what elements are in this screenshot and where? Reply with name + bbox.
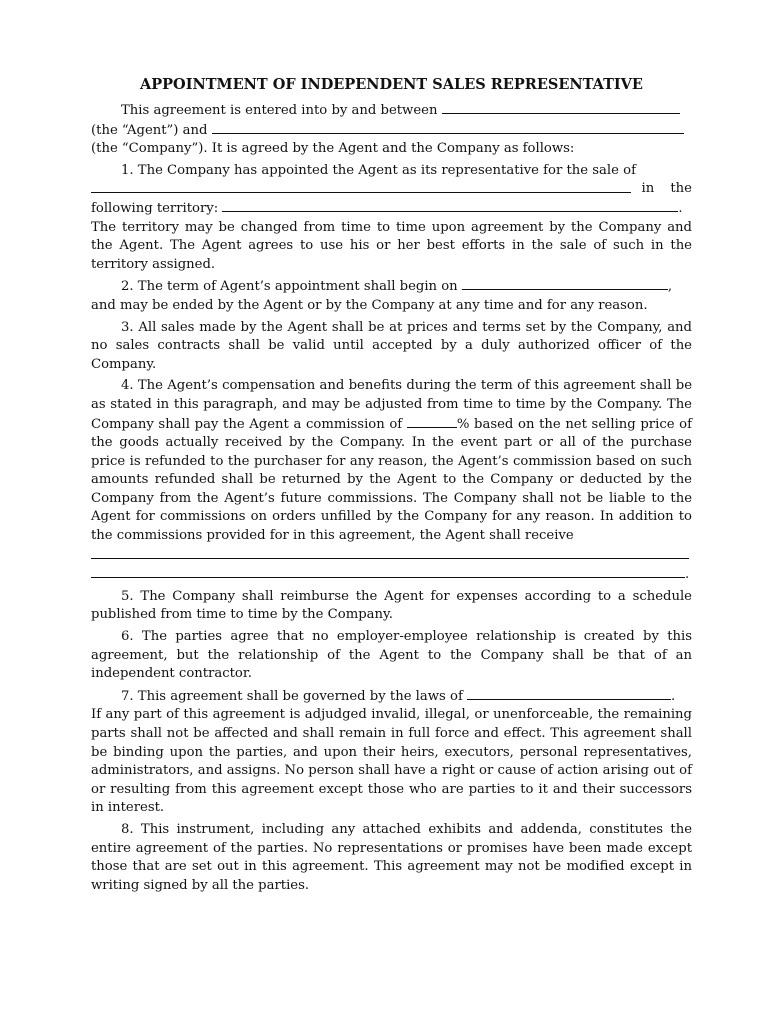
clause-7-rest: If any part of this agreement is adjudged invalid, illegal, or unenforceable, the remaining parts shall not be affected and shall remain in full force and effect. This agreement shall be binding upon the parties, and upon their heirs, executors, personal representatives, administrators, and assigns. No person shall have a right or cause of action arising out of or resulting from this agreement except those who are parties to it and their successors in interest. [91,707,692,816]
territory-blank[interactable] [222,199,678,212]
clause-4-part-a: 4. The Agent’s compensation and benefits during the term of this agreement shall be as stated in this paragraph, and may be adjusted from time to time by the Company. The Company shall pay the Agent a commission of [91,378,692,432]
intro-line-3: (the “Company”). It is agreed by the Agent and the Company as follows: [91,141,575,157]
clause-2: 2. The term of Agent’s appointment shall begin on , and may be ended by the Agent or by the Company at any time and for any reason. [91,279,673,313]
clause-2-rest: and may be ended by the Agent or by the Company at any time and for any reason. [91,297,648,313]
clause-7-line-1: 7. This agreement shall be governed by the laws of [121,688,463,704]
clause-6: 6. The parties agree that no employer-employee relationship is created by this agreement, but the relationship of the Agent to the Company shall be that of an independent contractor. [91,629,692,682]
agent-name-blank[interactable] [442,101,680,114]
clause-8: 8. This instrument, including any attached exhibits and addenda, constitutes the entire agreement of the parties. No representations or promises have been made except those that are set out in this agreement. This agreement may not be modified except in writing signed by all the parties. [91,821,692,893]
commission-rate-blank[interactable] [407,415,457,428]
intro-line-1: This agreement is entered into by and between [121,103,438,118]
intro-paragraph [91,101,692,159]
benefits-blank-2[interactable] [91,565,685,578]
clause-1-line-3: following territory: [91,200,219,216]
clause-7: 7. This agreement shall be governed by the laws of . If any part of this agreement is adjudged invalid, illegal, or unenforceable, the remaining parts shall not be affected and shall remain in full force and effect. This agreement shall be binding upon the parties, and upon their heirs, executors, personal representatives, administrators, and assigns. No person shall have a right or cause of action arising out of or resulting from this agreement except those who are parties to it and their successors in interest. [91,688,692,816]
clause-1: 1. The Company has appointed the Agent as its representative for the sale of in the following territory: . The territory may be changed from time to time upon agreement by the Company and the Agent. The Agent agrees to use his or her best efforts in the sale of such in the territory assigned. [91,162,692,272]
company-name-blank[interactable] [212,121,684,134]
clause-1-line-1: 1. The Company has appointed the Agent as its representative for the sale of [121,162,636,178]
clause-4-part-b: % based on the net selling price of the goods actually received by the Company. In the event part or all of the purchase price is refunded to the purchaser for any reason, the Agent’s commission based on such amounts refunded shall be returned by the Agent to the Company or deducted by the Company from the Agent’s future commissions. The Company shall not be liable to the Agent for commissions on orders unfilled by the Company for any reason. In addition to the commissions provided for in this agreement, the Agent shall receive [91,416,692,544]
benefits-blank-1[interactable] [91,546,689,559]
document-title: APPOINTMENT OF INDEPENDENT SALES REPRESENTATIVE [140,76,643,93]
clause-1-line-2-end: in the [641,181,692,197]
governing-law-blank[interactable] [467,687,671,700]
intro-line-2: (the “Agent”) and [91,122,208,138]
product-blank[interactable] [91,180,631,193]
clause-5: 5. The Company shall reimburse the Agent for expenses according to a schedule published from time to time by the Company. [91,588,692,623]
clause-2-line-1: 2. The term of Agent’s appointment shall begin on [121,279,458,295]
clause-4: 4. The Agent’s compensation and benefits during the term of this agreement shall be as stated in this paragraph, and may be adjusted from time to time by the Company. The Company shall pay the Agent a commission of % based on the net selling price of the goods actually received by the Company. In the event part or all of the purchase price is refunded to the purchaser for any reason, the Agent’s commission based on such amounts refunded shall be returned by the Agent to the Company or deducted by the Company from the Agent’s future commissions. The Company shall not be liable to the Agent for commissions on orders unfilled by the Company for any reason. In addition to the commissions provided for in this agreement, the Agent shall receive . [91,378,692,583]
start-date-blank[interactable] [462,277,668,290]
clause-1-rest: The territory may be changed from time to time upon agreement by the Company and the Agent. The Agent agrees to use his or her best efforts in the sale of such in the territory assigned. [91,219,692,272]
clause-3: 3. All sales made by the Agent shall be at prices and terms set by the Company, and no sales contracts shall be valid until accepted by a duly authorized officer of the Company. [91,319,692,372]
